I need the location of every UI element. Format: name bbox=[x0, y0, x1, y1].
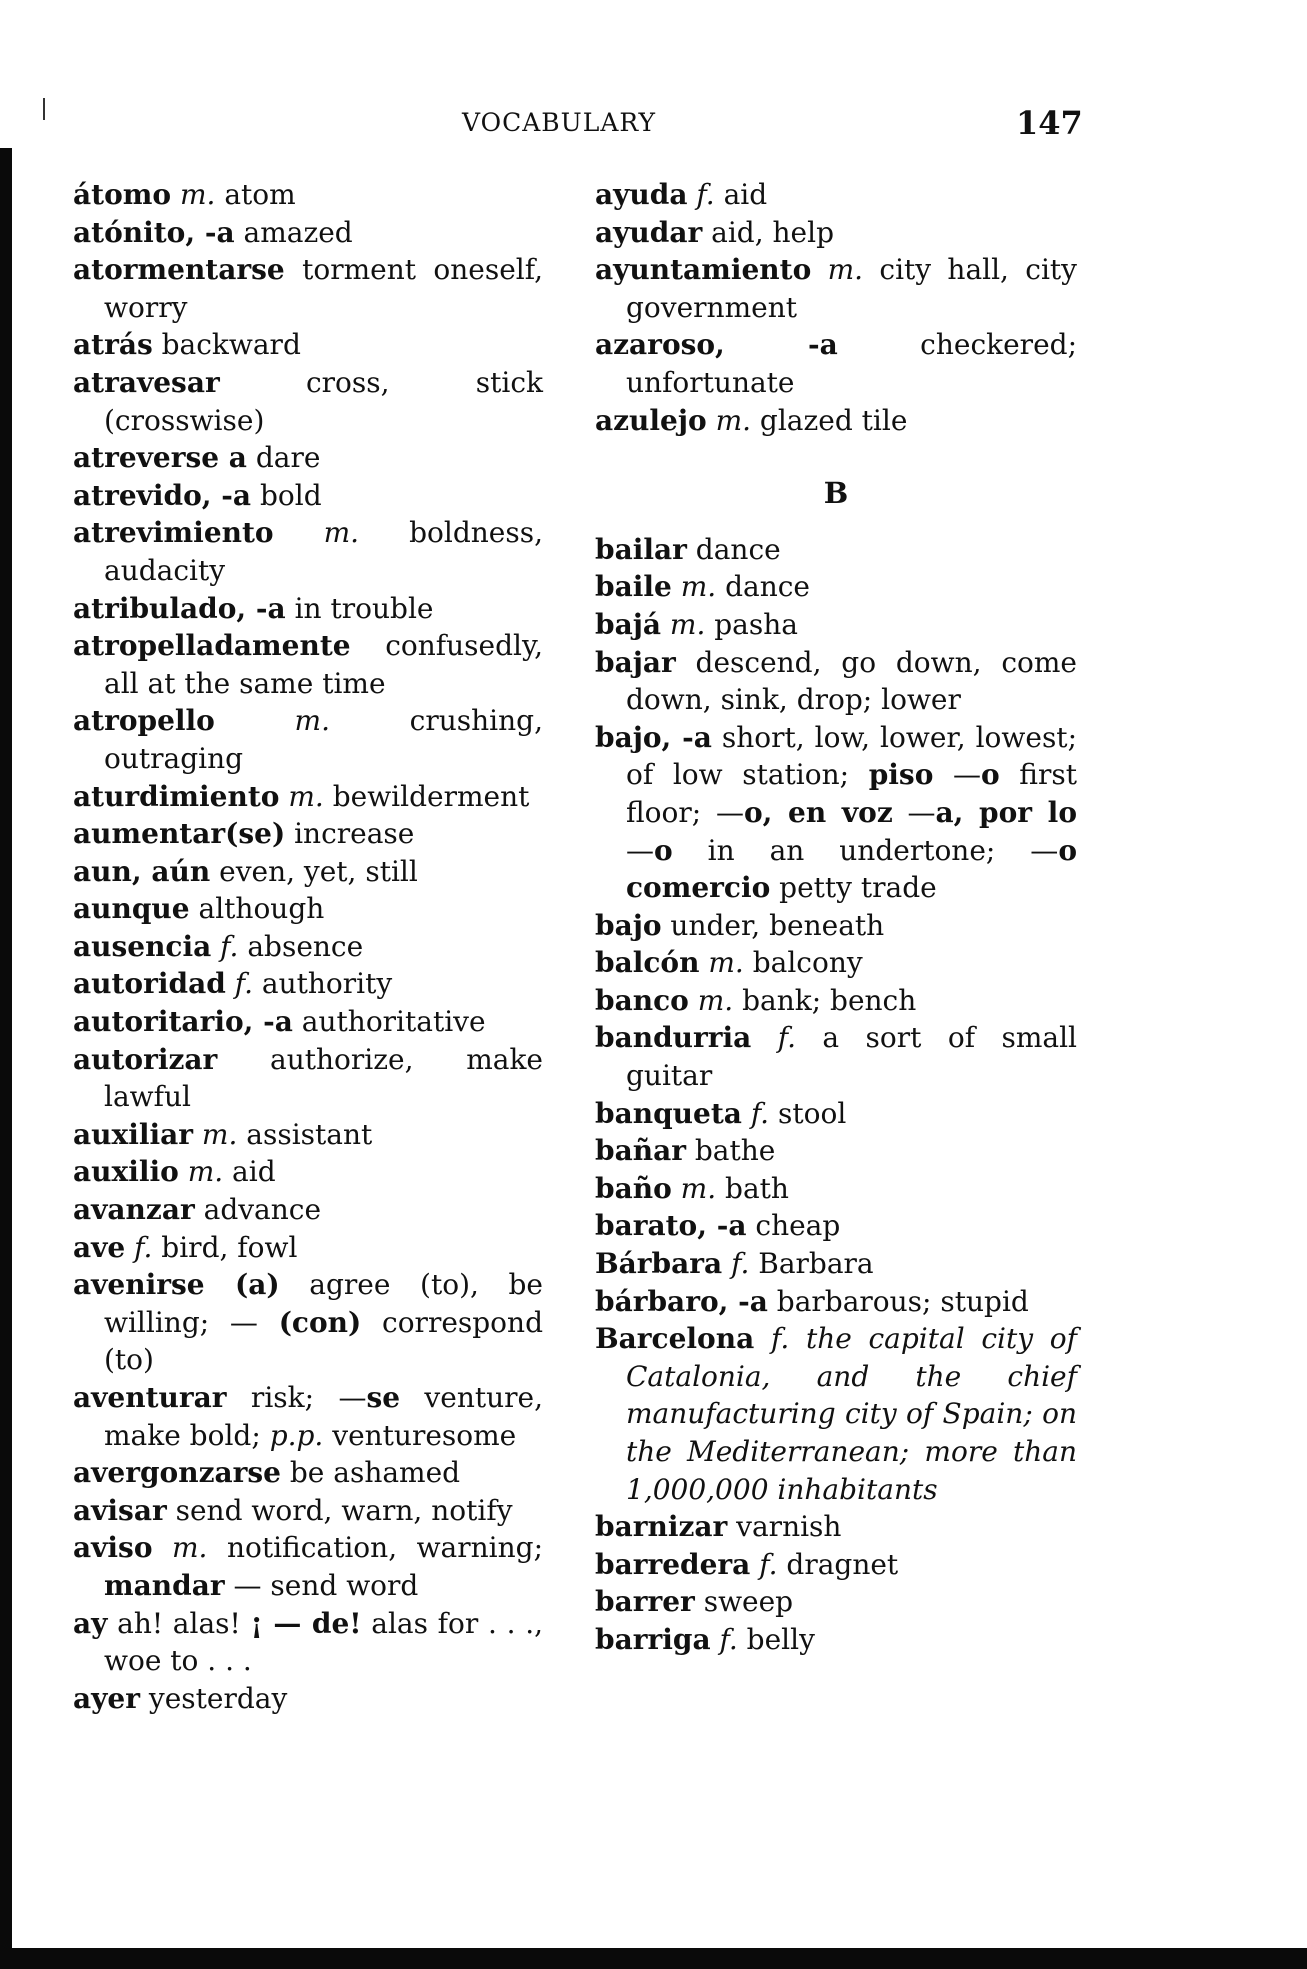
vocab-entry: bandurria f. a sort of small guitar bbox=[595, 1021, 1078, 1093]
vocab-entry: bajo, -a short, low, lower, lowest; of low station; piso —o first floor; —o, en voz —a, por lo —o in an undertone; —o comercio petty trade bbox=[595, 720, 1077, 905]
vocab-entry: atravesar cross, stick (crosswise) bbox=[73, 365, 543, 437]
vocab-entry: ay ah! alas! ¡ — de! alas for . . ., woe to . . . bbox=[73, 1606, 543, 1678]
vocab-entry: atreverse a dare bbox=[73, 441, 321, 475]
vocab-entry: azaroso, -a checkered; unfortunate bbox=[595, 328, 1077, 399]
vocab-entry: barrer sweep bbox=[595, 1585, 794, 1619]
vocab-entry: atrás backward bbox=[73, 328, 301, 362]
vocab-entry: Barcelona f. the capital city of Catalonia, and the chief manufacturing city of Spain; on the Mediterranean; more than 1,000,000 inhabitants bbox=[595, 1322, 1077, 1506]
vocab-entry: autorizar authorize, make lawful bbox=[73, 1042, 543, 1114]
vocab-entry: ave f. bird, fowl bbox=[73, 1230, 298, 1264]
vocab-entry: atónito, -a amazed bbox=[73, 215, 353, 249]
vocab-entry: atropello m. crushing, outraging bbox=[73, 704, 543, 775]
vocab-entry: bajar descend, go down, come down, sink, drop; lower bbox=[595, 645, 1077, 717]
section-letter: B bbox=[823, 476, 849, 511]
vocab-entry: bajá m. pasha bbox=[595, 607, 798, 641]
right-column-b-entries bbox=[595, 531, 1077, 1659]
vocab-entry: atribulado, -a in trouble bbox=[73, 591, 434, 625]
vocab-entry: baile m. dance bbox=[595, 570, 810, 604]
scan-left-edge bbox=[0, 148, 12, 1960]
vocab-entry: ayudar aid, help bbox=[595, 215, 835, 249]
vocab-entry: auxilio m. aid bbox=[73, 1155, 276, 1189]
vocab-entry: ausencia f. absence bbox=[73, 929, 364, 963]
vocab-entry: avergonzarse be ashamed bbox=[73, 1456, 461, 1490]
vocab-entry: barriga f. belly bbox=[595, 1622, 815, 1656]
vocab-entry: bajo under, beneath bbox=[595, 908, 885, 942]
vocab-entry: ayuntamiento m. city hall, city government bbox=[595, 253, 1077, 324]
vocab-entry: aun, aún even, yet, still bbox=[73, 854, 418, 888]
vocab-entry: aunque although bbox=[73, 892, 325, 926]
vocab-entry: bárbaro, -a barbarous; stupid bbox=[595, 1284, 1029, 1318]
margin-mark bbox=[43, 98, 45, 120]
vocab-entry: avenirse (a) agree (to), be willing; — (con) correspond (to) bbox=[73, 1268, 544, 1377]
scan-bottom-edge bbox=[0, 1948, 1307, 1969]
vocab-entry: baño m. bath bbox=[595, 1171, 789, 1205]
vocab-entry: autoritario, -a authoritative bbox=[73, 1005, 486, 1039]
right-column-a-entries bbox=[595, 176, 1077, 439]
vocab-entry: aumentar(se) increase bbox=[73, 817, 415, 851]
vocab-entry: banqueta f. stool bbox=[595, 1096, 847, 1130]
vocab-entry: auxiliar m. assistant bbox=[73, 1117, 373, 1151]
vocab-entry: azulejo m. glazed tile bbox=[595, 403, 908, 437]
vocab-entry: barnizar varnish bbox=[595, 1510, 842, 1544]
vocab-entry: atropelladamente confusedly, all at the same time bbox=[73, 629, 543, 700]
vocab-entry: ayer yesterday bbox=[73, 1681, 288, 1715]
vocab-entry: átomo m. atom bbox=[73, 178, 296, 211]
vocab-entry: autoridad f. authority bbox=[73, 967, 393, 1001]
vocab-entry: atrevimiento m. boldness, audacity bbox=[73, 516, 543, 587]
vocab-entry: aturdimiento m. bewilderment bbox=[73, 779, 530, 813]
vocab-entry: avanzar advance bbox=[73, 1193, 322, 1227]
vocab-entry: banco m. bank; bench bbox=[595, 983, 917, 1017]
vocab-entry: bañar bathe bbox=[595, 1134, 776, 1168]
running-header: VOCABULARY bbox=[462, 108, 656, 137]
vocab-entry: avisar send word, warn, notify bbox=[73, 1493, 513, 1527]
vocab-entry: Bárbara f. Barbara bbox=[595, 1247, 874, 1281]
vocab-entry: atormentarse torment oneself, worry bbox=[73, 253, 543, 324]
vocab-entry: atrevido, -a bold bbox=[73, 478, 322, 512]
vocab-entry: balcón m. balcony bbox=[595, 946, 863, 980]
vocab-entry: bailar dance bbox=[595, 532, 781, 566]
vocab-entry: barato, -a cheap bbox=[595, 1209, 841, 1243]
left-column bbox=[73, 176, 543, 1717]
page-number: 147 bbox=[1016, 104, 1083, 142]
vocab-entry: ayuda f. aid bbox=[595, 178, 768, 211]
vocab-entry: aventurar risk; —se venture, make bold; p.p. venturesome bbox=[73, 1381, 543, 1452]
vocab-entry: barredera f. dragnet bbox=[595, 1547, 899, 1581]
vocab-entry: aviso m. notification, warning; mandar — send word bbox=[73, 1531, 544, 1602]
right-column bbox=[595, 176, 1077, 1659]
